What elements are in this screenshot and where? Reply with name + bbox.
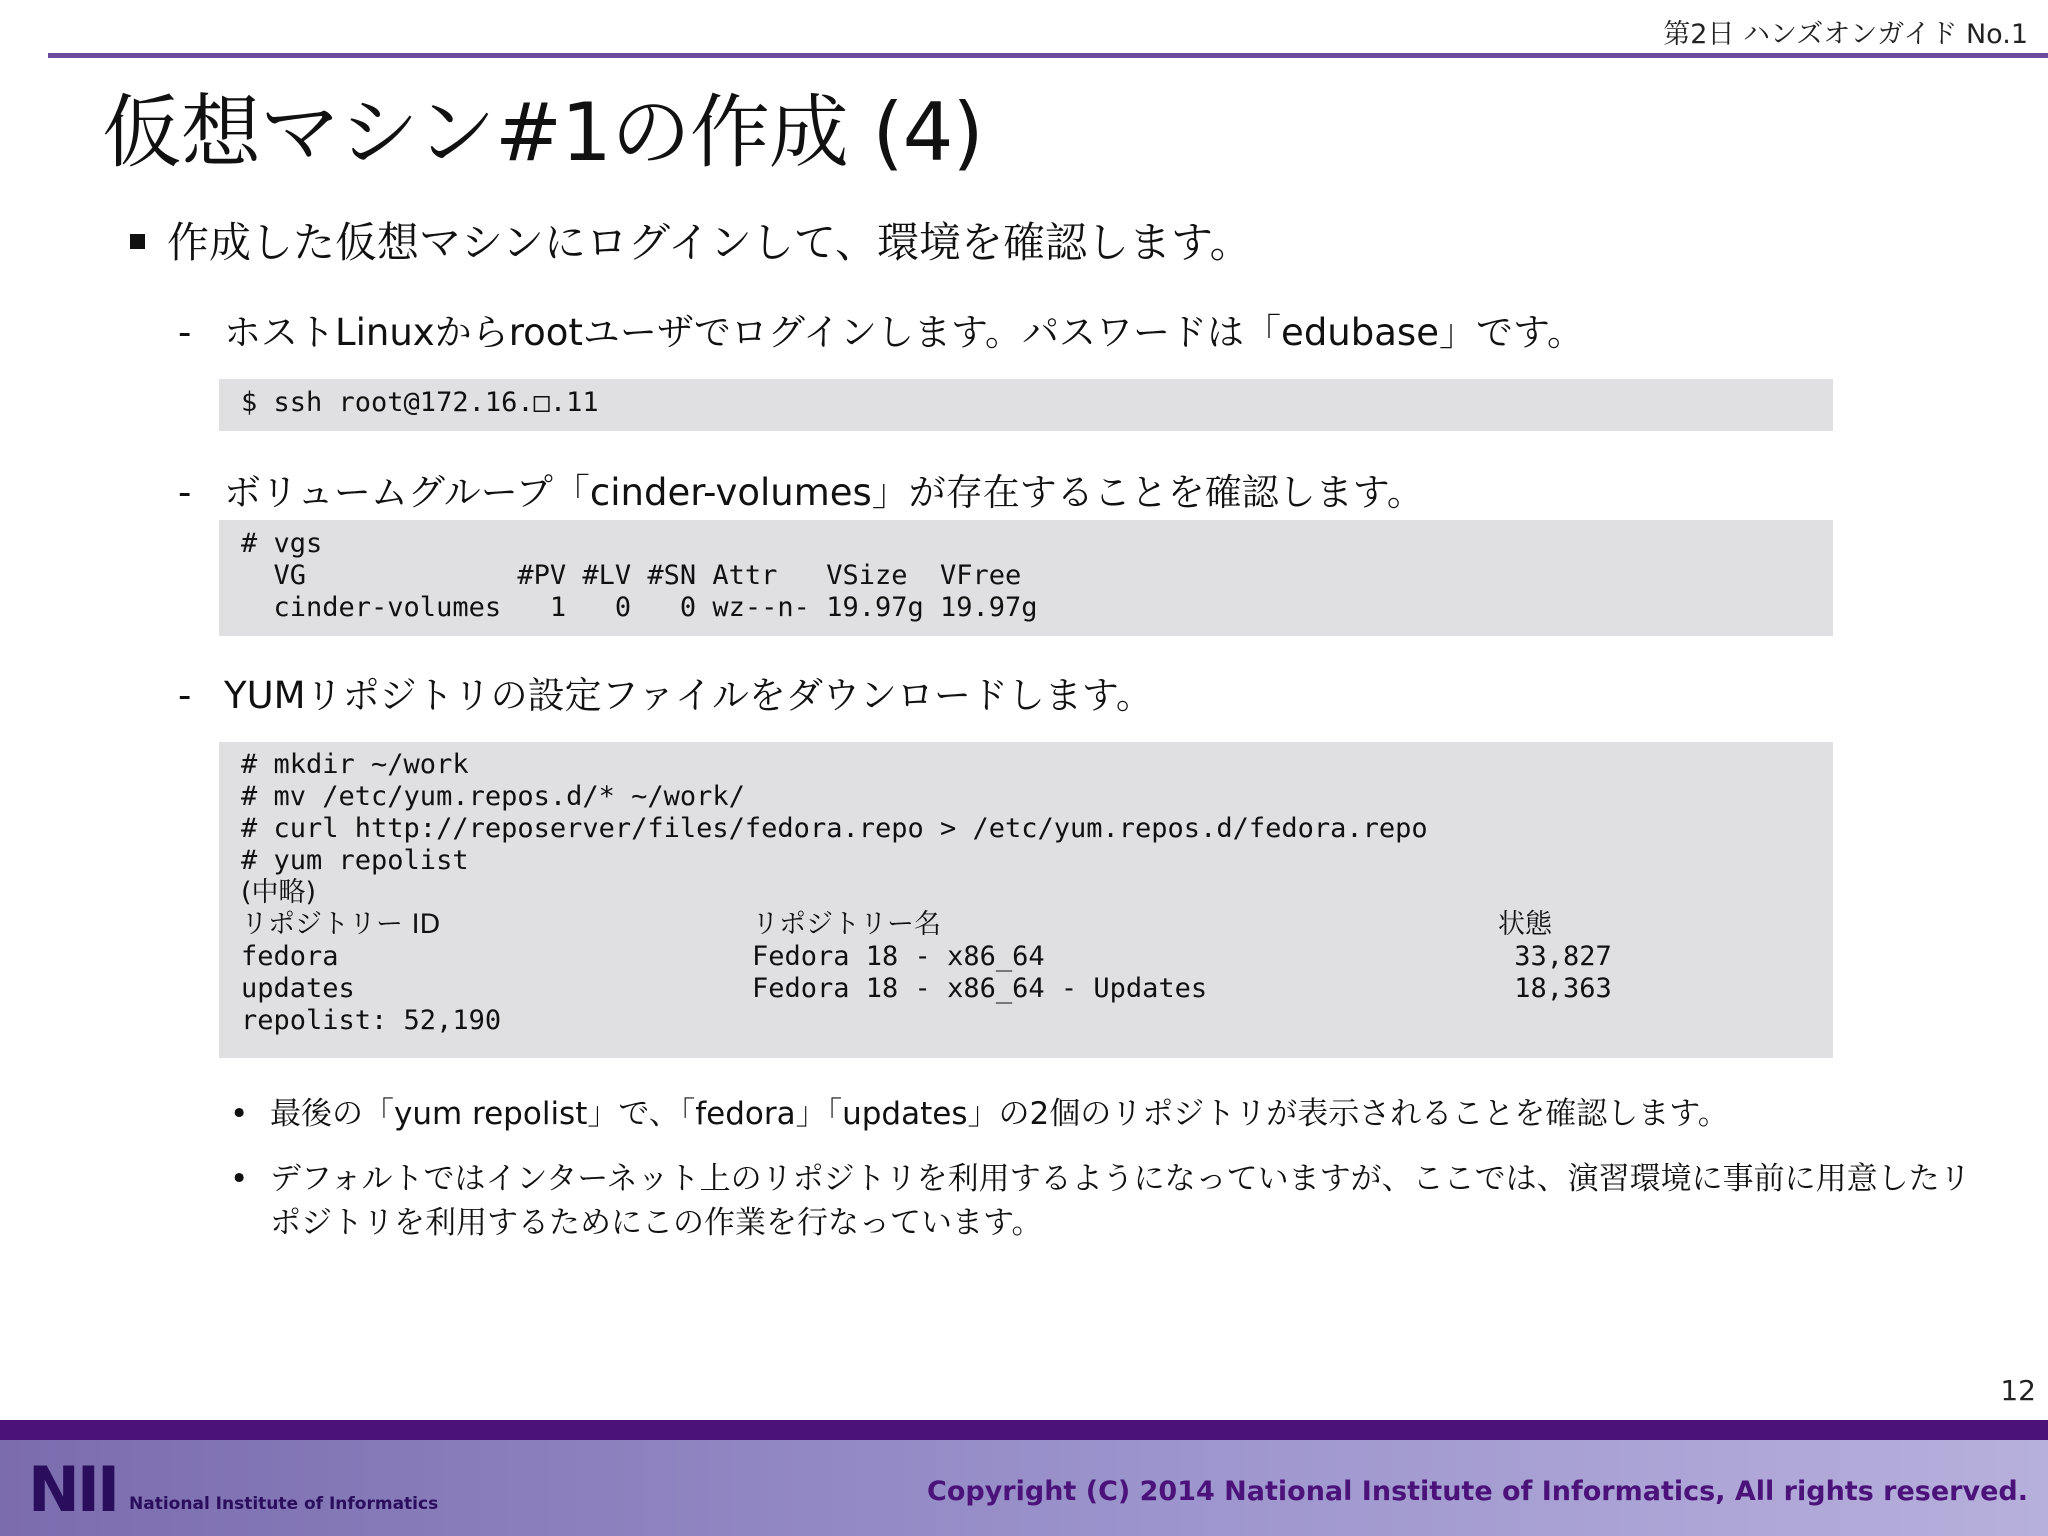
code-line: $ ssh root@172.16.□.11 <box>241 387 599 418</box>
step-vgs-text: ボリュームグループ「cinder-volumes」が存在することを確認します。 <box>224 471 1424 514</box>
step-vgs <box>178 462 1424 516</box>
copyright-text: Copyright (C) 2014 National Institute of Informatics, All rights reserved. <box>927 1476 2028 1507</box>
note-item <box>230 1157 1990 1245</box>
repo-header-id: リポジトリー ID <box>241 909 441 940</box>
code-line: # curl http://reposerver/files/fedora.repo > /etc/yum.repos.d/fedora.repo <box>241 813 1428 844</box>
code-block-ssh <box>219 379 1833 431</box>
code-line: # mkdir ~/work <box>241 749 469 780</box>
code-line: # yum repolist <box>241 845 469 876</box>
dash-marker: - <box>178 471 192 514</box>
slide-title: 仮想マシン#1の作成 (4) <box>102 86 983 179</box>
repo-cell-id: updates <box>241 973 355 1004</box>
main-bullet <box>130 210 1252 270</box>
code-block-yum <box>219 742 1833 1058</box>
dash-marker: - <box>178 674 192 717</box>
header-label: 第2日 ハンズオンガイド No.1 <box>1663 19 2028 50</box>
logo-text: National Institute of Informatics <box>129 1494 439 1514</box>
note-item <box>230 1092 1990 1136</box>
repo-cell-name: Fedora 18 - x86_64 <box>752 941 1045 972</box>
page-number: 12 <box>2000 1374 2036 1407</box>
step-yum <box>178 665 1153 719</box>
code-line: repolist: 52,190 <box>241 1005 502 1036</box>
code-block-vgs <box>219 520 1833 636</box>
footer <box>0 1420 2048 1536</box>
step-yum-text: YUMリポジトリの設定ファイルをダウンロードします。 <box>224 674 1153 717</box>
repo-cell-id: fedora <box>241 941 339 972</box>
nii-logo <box>28 1453 439 1526</box>
repo-header-name: リポジトリー名 <box>752 909 941 940</box>
repo-header-status: 状態 <box>1498 909 1552 940</box>
repo-table <box>241 909 1811 1005</box>
code-line: (中略) <box>241 877 317 908</box>
main-bullet-text: 作成した仮想マシンにログインして、環境を確認します。 <box>167 218 1252 267</box>
repo-cell-status: 33,827 <box>1498 941 1612 972</box>
square-bullet-icon <box>130 234 145 249</box>
step-login-text: ホストLinuxからrootユーザでログインします。パスワードは「edubase」です。 <box>224 311 1584 354</box>
code-line: # mv /etc/yum.repos.d/* ~/work/ <box>241 781 745 812</box>
dot-bullet-icon: • <box>230 1161 249 1197</box>
footer-top-band <box>0 1420 2048 1440</box>
code-line: VG #PV #LV #SN Attr VSize VFree <box>241 560 1022 591</box>
repo-cell-status: 18,363 <box>1498 973 1612 1004</box>
logo-mark: NII <box>28 1453 118 1526</box>
note-text: 最後の「yum repolist」で、「fedora」「updates」の2個のリポジトリが表示されることを確認します。 <box>270 1096 1729 1132</box>
dash-marker: - <box>178 311 192 354</box>
note-text: デフォルトではインターネット上のリポジトリを利用するようになっていますが、ここでは、演習環境に事前に用意したリポジトリを利用するためにこの作業を行なっています。 <box>270 1161 1971 1241</box>
header-rule <box>48 53 2048 58</box>
repo-cell-name: Fedora 18 - x86_64 - Updates <box>752 973 1208 1004</box>
code-line: cinder-volumes 1 0 0 wz--n- 19.97g 19.97g <box>241 592 1038 623</box>
dot-bullet-icon: • <box>230 1096 249 1132</box>
step-login <box>178 302 1584 356</box>
code-line: # vgs <box>241 528 323 559</box>
